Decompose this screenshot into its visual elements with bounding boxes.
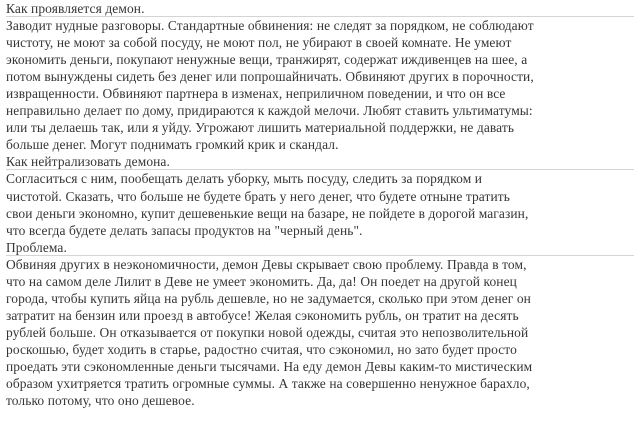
paragraph-line: или ты делаешь так, или я уйду. Угрожают лишить материальной поддержки, не давать	[6, 120, 515, 136]
paragraph-line: извращенности. Обвиняют партнера в изменах, неприличном поведении, и что он все	[6, 86, 506, 102]
paragraph-line: неправильно делает по дому, придираются к каждой мелочи. Любят ставить ультиматумы:	[6, 103, 533, 119]
paragraph-line: что всегда будете делать запасы продуктов на "черный день".	[6, 222, 363, 238]
paragraph-line: только потому, что оно дешевое.	[6, 393, 195, 409]
paragraph-line: рублей больше. Он отказывается от покупки новой одежды, считая это непозволительной	[6, 324, 529, 340]
paragraph-line: роскошью, будет ходить в старье, радостно считая, что сэкономил, но зато будет просто	[6, 341, 517, 357]
section-paragraph	[6, 169, 634, 238]
paragraph-line: чистоту, не моют за собой посуду, не моют пол, не убирают в своей комнате. Не умеют	[6, 35, 512, 51]
section-heading: Как нейтрализовать демона.	[6, 154, 170, 170]
paragraph-line: затратит на бензин или проезд в автобусе! Желая сэкономить рубль, он тратит на десять	[6, 307, 519, 323]
paragraph-line: свои деньги экономно, купит дешевенькие вещи на базаре, не пойдете в дорогой магазин,	[6, 205, 529, 221]
section-heading: Как проявляется демон.	[6, 1, 145, 16]
section-paragraph	[6, 16, 634, 153]
paragraph-line: Согласиться с ним, пообещать делать уборку, мыть посуду, следить за порядком и	[6, 171, 483, 187]
paragraph-line: Обвиняя других в неэкономичности, демон Девы скрывает свою проблему. Правда в том,	[6, 256, 527, 272]
paragraph-line: экономить деньги, покупают ненужные вещи, транжирят, содержат иждивенцев на шее, а	[6, 52, 528, 68]
paragraph-line: проедать эти сэкономленные деньги тысячами. На еду демон Девы каким-то мистическим	[6, 358, 533, 374]
paragraph-line: больше денег. Могут поднимать громкий крик и скандал.	[6, 137, 339, 153]
paragraph-line: чистотой. Сказать, что больше не будете брать у него денег, что будете отныне тратить	[6, 188, 510, 204]
paragraph-line: что на самом деле Лилит в Деве не умеет экономить. Да, да! Он поедет на другой конец	[6, 273, 517, 289]
paragraph-line: Заводит нудные разговоры. Стандартные обвинения: не следят за порядком, не соблюдают	[6, 18, 534, 34]
paragraph-line: потом вынуждены сидеть без денег или попрошайничать. Обвиняют других в порочности,	[6, 69, 534, 85]
paragraph-line: города, чтобы купить яйца на рубль дешевле, но не задумается, сколько при этом денег он	[6, 290, 531, 306]
section-heading: Проблема.	[6, 239, 67, 255]
section-paragraph	[6, 255, 634, 409]
paragraph-line: образом ухитряется тратить огромные суммы. А также на совершенно ненужное барахло,	[6, 376, 530, 392]
